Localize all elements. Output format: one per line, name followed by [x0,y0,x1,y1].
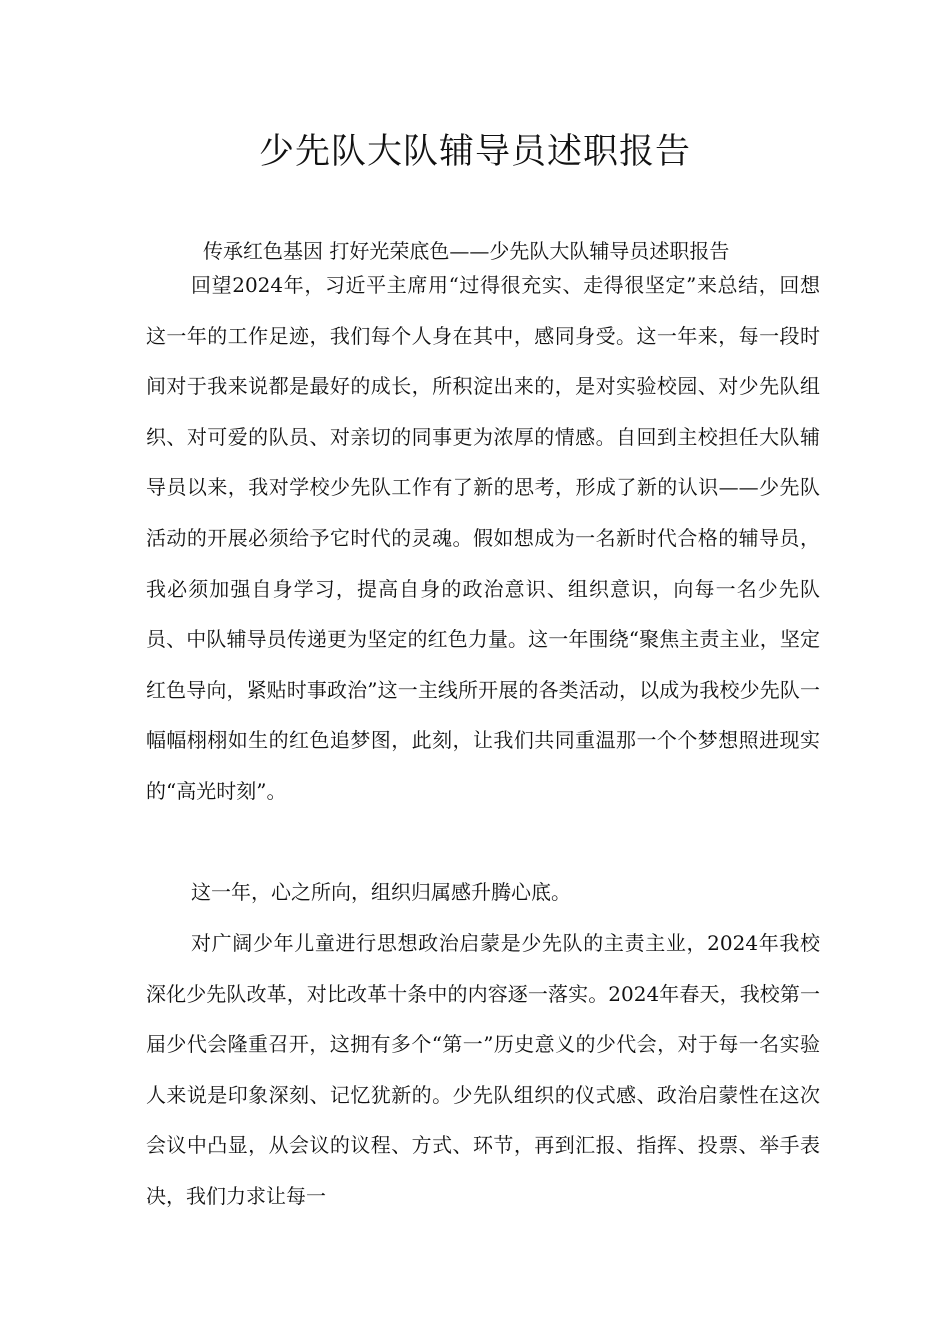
document-subtitle: 传承红色基因 打好光荣底色——少先队大队辅导员述职报告 [203,239,730,263]
paragraph-review-2024: 回望2024年，习近平主席用“过得很充实、走得很坚定”来总结，回想这一年的工作足迹，我们每个人身在其中，感同身受。这一年来，每一段时间对于我来说都是最好的成长，所积淀出来的，是对实验校园、对少先队组织、对可爱的队员、对亲切的同事更为浓厚的情感。自回到主校担任大队辅导员以来，我对学校少先队工作有了新的思考，形成了新的认识——少先队活动的开展必须给予它时代的灵魂。假如想成为一名新时代合格的辅导员，我必须加强自身学习，提高自身的政治意识、组织意识，向每一名少先队员、中队辅导员传递更为坚定的红色力量。这一年围绕“聚焦主责主业，坚定红色导向，紧贴时事政治”这一主线所开展的各类活动，以成为我校少先队一幅幅栩栩如生的红色追梦图，此刻，让我们共同重温那一个个梦想照进现实的“高光时刻”。 [146,273,820,803]
paragraph-section-heading: 这一年，心之所向，组织归属感升腾心底。 [191,880,571,904]
document-title: 少先队大队辅导员述职报告 [258,132,691,172]
paragraph-ideological-enlightenment: 对广阔少年儿童进行思想政治启蒙是少先队的主责主业，2024年我校深化少先队改革，对比改革十条中的内容逐一落实。2024年春天，我校第一届少代会隆重召开，这拥有多个“第一”历史意义的少代会，对于每一名实验人来说是印象深刻、记忆犹新的。少先队组织的仪式感、政治启蒙性在这次会议中凸显，从会议的议程、方式、环节，再到汇报、指挥、投票、举手表决，我们力求让每一 [146,931,820,1208]
